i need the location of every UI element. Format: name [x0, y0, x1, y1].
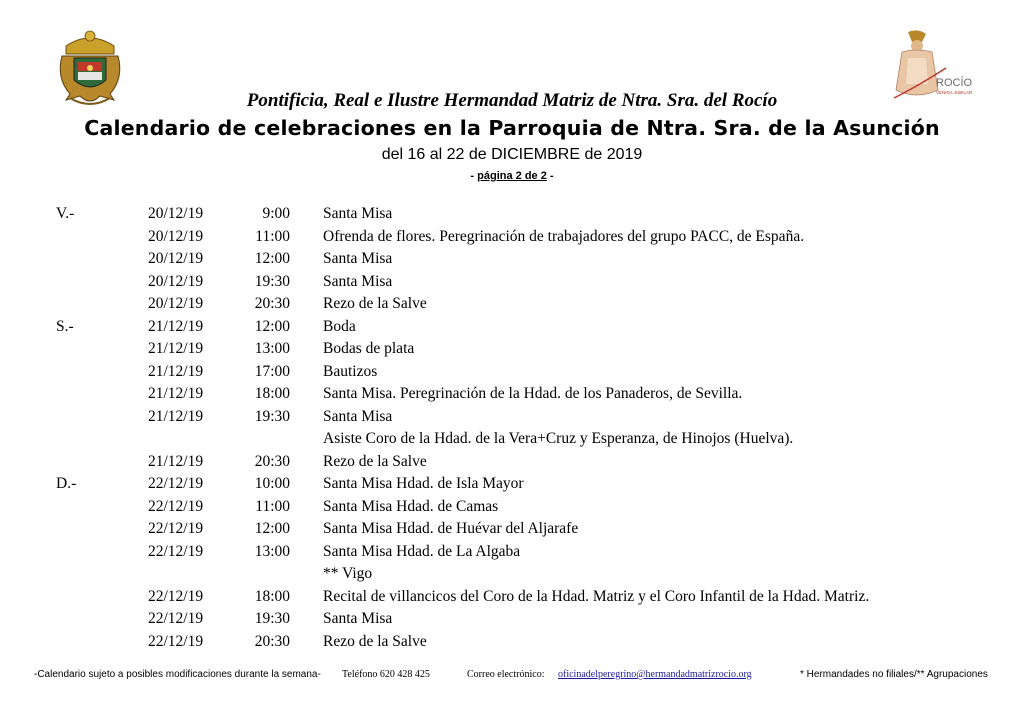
footer-legend: * Hermandades no filiales/** Agrupaciones	[800, 669, 988, 680]
schedule-time: 12:00	[254, 250, 290, 267]
schedule-event: Bautizos	[323, 362, 378, 380]
footer-phone: Teléfono 620 428 425	[342, 669, 430, 680]
schedule-event: Santa Misa Hdad. de Camas	[323, 497, 499, 515]
schedule-event: Santa Misa	[323, 610, 393, 627]
schedule-row	[0, 541, 1024, 564]
schedule-event: Boda	[323, 317, 356, 335]
footer-email-label: Correo electrónico:	[467, 669, 545, 680]
schedule-date: 21/12/19	[148, 340, 204, 357]
page-number: - página 2 de 2 -	[470, 170, 554, 182]
schedule-time: 19:30	[254, 610, 290, 627]
schedule-event: Recital de villancicos del Coro de la Hdad. Matriz y el Coro Infantil de la Hdad. Matriz.	[323, 587, 870, 605]
schedule-event: Santa Misa	[323, 272, 393, 290]
schedule-row	[0, 473, 1024, 496]
schedule-row	[0, 586, 1024, 609]
date-range: del 16 al 22 de DICIEMBRE de 2019	[381, 146, 643, 163]
schedule-time: 19:30	[254, 272, 290, 290]
schedule-date: 21/12/19	[148, 362, 204, 380]
schedule-row	[0, 383, 1024, 406]
schedule-time: 12:00	[254, 520, 290, 537]
schedule-date: 21/12/19	[148, 452, 204, 470]
schedule-event: Santa Misa. Peregrinación de la Hdad. de los Panaderos, de Sevilla.	[323, 385, 743, 402]
page-title: Calendario de celebraciones en la Parroquia de Ntra. Sra. de la Asunción	[84, 116, 940, 140]
schedule-row	[0, 563, 1024, 586]
schedule-row	[0, 226, 1024, 249]
schedule-row	[0, 406, 1024, 429]
schedule-day: S.-	[56, 317, 74, 335]
schedule-event: Santa Misa	[323, 205, 393, 222]
schedule-event: Bodas de plata	[323, 340, 415, 357]
schedule-date: 22/12/19	[148, 520, 204, 537]
schedule-time: 13:00	[254, 542, 290, 560]
schedule-row	[0, 203, 1024, 226]
schedule-event: Santa Misa Hdad. de Isla Mayor	[323, 475, 524, 492]
schedule-event: Rezo de la Salve	[323, 295, 427, 312]
brotherhood-name: Pontificia, Real e Ilustre Hermandad Matriz de Ntra. Sra. del Rocío	[246, 90, 778, 111]
footer-disclaimer: -Calendario sujeto a posibles modificaciones durante la semana-	[34, 669, 321, 680]
schedule-row	[0, 496, 1024, 519]
schedule-row	[0, 361, 1024, 384]
schedule-time: 20:30	[254, 452, 290, 470]
schedule-row	[0, 451, 1024, 474]
schedule-date: 22/12/19	[148, 610, 204, 627]
schedule-date: 22/12/19	[148, 497, 204, 515]
schedule-row	[0, 428, 1024, 451]
schedule-time: 13:00	[254, 340, 290, 357]
schedule-event: Santa Misa Hdad. de La Algaba	[323, 542, 521, 560]
schedule-row	[0, 631, 1024, 654]
schedule-row	[0, 518, 1024, 541]
schedule-date: 21/12/19	[148, 385, 204, 402]
schedule-time: 10:00	[254, 475, 290, 492]
schedule-date: 20/12/19	[148, 272, 204, 290]
schedule-date: 22/12/19	[148, 542, 204, 560]
schedule-row	[0, 608, 1024, 631]
schedule-time: 11:00	[255, 497, 290, 515]
schedule-time: 12:00	[254, 317, 290, 335]
schedule-time: 18:00	[254, 385, 290, 402]
schedule-time: 20:30	[254, 295, 290, 312]
schedule-event: Santa Misa	[323, 407, 393, 425]
schedule-event: Rezo de la Salve	[323, 632, 427, 650]
schedule-row	[0, 271, 1024, 294]
schedule-time: 11:00	[255, 227, 290, 245]
schedule-row	[0, 338, 1024, 361]
schedule-date: 22/12/19	[148, 475, 204, 492]
footer-email-link[interactable]: oficinadelperegrino@hermandadmatrizrocio.org	[558, 669, 752, 680]
schedule-list	[0, 203, 1024, 653]
schedule-time: 18:00	[254, 587, 290, 605]
rocio-logo-subtext: VENIDA JUBILAR	[936, 90, 973, 95]
schedule-date: 22/12/19	[148, 587, 204, 605]
schedule-day: V.-	[56, 205, 75, 222]
schedule-row	[0, 248, 1024, 271]
schedule-event: Santa Misa Hdad. de Huévar del Aljarafe	[323, 520, 579, 537]
schedule-event: ** Vigo	[323, 565, 373, 582]
schedule-date: 20/12/19	[148, 205, 204, 222]
schedule-date: 20/12/19	[148, 250, 204, 267]
schedule-row	[0, 293, 1024, 316]
schedule-event: Rezo de la Salve	[323, 452, 427, 470]
schedule-event: Ofrenda de flores. Peregrinación de trabajadores del grupo PACC, de España.	[323, 227, 805, 245]
schedule-date: 21/12/19	[148, 407, 204, 425]
schedule-date: 20/12/19	[148, 295, 204, 312]
schedule-date: 21/12/19	[148, 317, 204, 335]
page-number-label: página 2 de 2	[477, 170, 547, 182]
schedule-time: 17:00	[254, 362, 290, 380]
schedule-event: Santa Misa	[323, 250, 393, 267]
schedule-time: 9:00	[262, 205, 290, 222]
schedule-day: D.-	[56, 475, 77, 492]
schedule-time: 20:30	[254, 632, 290, 650]
schedule-row	[0, 316, 1024, 339]
schedule-date: 22/12/19	[148, 632, 204, 650]
schedule-date: 20/12/19	[148, 227, 204, 245]
schedule-time: 19:30	[254, 407, 290, 425]
schedule-event: Asiste Coro de la Hdad. de la Vera+Cruz y Esperanza, de Hinojos (Huelva).	[323, 430, 794, 447]
rocio-logo-text: ROCÍO	[936, 77, 973, 89]
